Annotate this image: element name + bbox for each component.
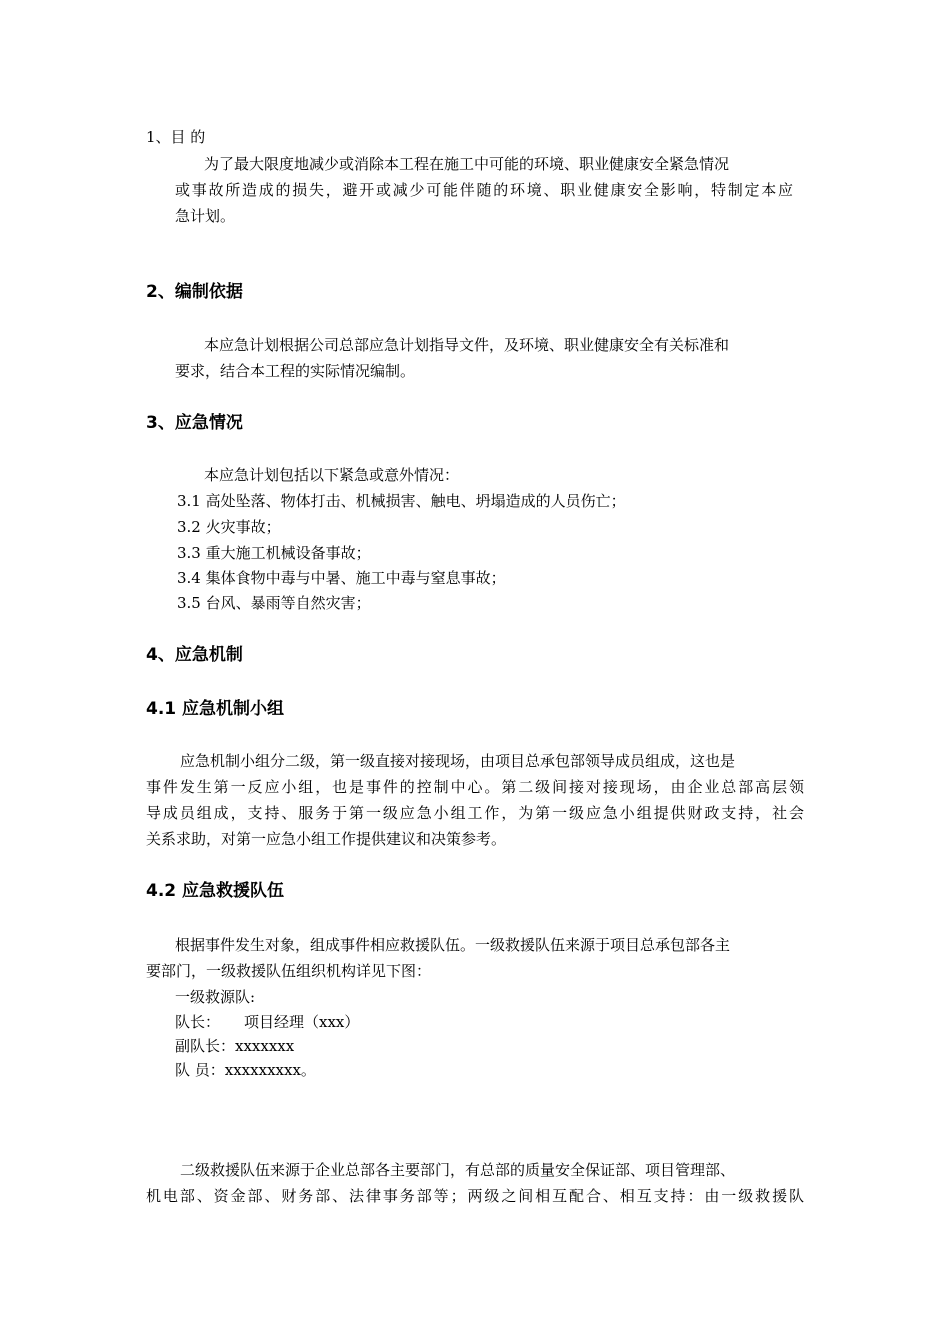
section-2-heading: 2、编制依据 <box>146 282 243 302</box>
section-1-line-1: 为了最大限度地减少或消除本工程在施工中可能的环境、职业健康安全紧急情况 <box>204 155 730 173</box>
section-3-intro: 本应急计划包括以下紧急或意外情况： <box>204 466 460 484</box>
section-1-line-3: 急计划。 <box>175 207 236 225</box>
team-leader-value: 项目经理（xxx） <box>244 1013 360 1031</box>
section-4-2-line-1: 根据事件发生对象，组成事件相应救援队伍。一级救援队伍来源于项目总承包部各主 <box>175 936 731 954</box>
section-4-2-line-2: 要部门，一级救援队伍组织机构详见下图： <box>146 962 432 980</box>
section-3-item-1: 3.1 高处坠落、物体打击、机械损害、触电、坍塌造成的人员伤亡； <box>177 492 626 510</box>
section-3-heading: 3、应急情况 <box>146 413 243 433</box>
section-4-1-line-3: 导成员组成，支持、服务于第一级应急小组工作，为第一级应急小组提供财政支持，社会 <box>146 804 804 822</box>
section-4-1-line-4: 关系求助，对第一应急小组工作提供建议和决策参考。 <box>146 830 507 848</box>
section-2-line-2: 要求，结合本工程的实际情况编制。 <box>175 362 416 380</box>
section-3-item-2: 3.2 火灾事故； <box>177 518 281 536</box>
section-2-line-1: 本应急计划根据公司总部应急计划指导文件，及环境、职业健康安全有关标准和 <box>204 336 730 354</box>
section-1-heading: 1、目 的 <box>146 128 206 146</box>
section-4-2-heading: 4.2 应急救援队伍 <box>146 881 285 901</box>
section-1-line-2: 或事故所造成的损失，避开或减少可能伴随的环境、职业健康安全影响，特制定本应 <box>175 181 793 199</box>
section-4-1-line-2: 事件发生第一反应小组，也是事件的控制中心。第二级间接对接现场，由企业总部高层领 <box>146 778 804 796</box>
level-2-line-2: 机电部、资金部、财务部、法律事务部等；两级之间相互配合、相互支持：由一级救援队 <box>146 1187 804 1205</box>
section-3-item-4: 3.4 集体食物中毒与中暑、施工中毒与窒息事故； <box>177 569 506 587</box>
team-title: 一级救源队: <box>175 988 256 1006</box>
section-3-item-5: 3.5 台风、暴雨等自然灾害； <box>177 594 371 612</box>
section-4-1-line-1: 应急机制小组分二级，第一级直接对接现场，由项目总承包部领导成员组成，这也是 <box>180 752 736 770</box>
vice-leader: 副队长：xxxxxxx <box>175 1037 295 1055</box>
team-leader-label: 队长： <box>175 1013 221 1031</box>
section-4-heading: 4、应急机制 <box>146 645 243 665</box>
team-members: 队 员：xxxxxxxxx。 <box>175 1061 316 1079</box>
section-4-1-heading: 4.1 应急机制小组 <box>146 699 285 719</box>
level-2-line-1: 二级救援队伍来源于企业总部各主要部门，有总部的质量安全保证部、项目管理部、 <box>180 1161 736 1179</box>
section-3-item-3: 3.3 重大施工机械设备事故； <box>177 544 371 562</box>
